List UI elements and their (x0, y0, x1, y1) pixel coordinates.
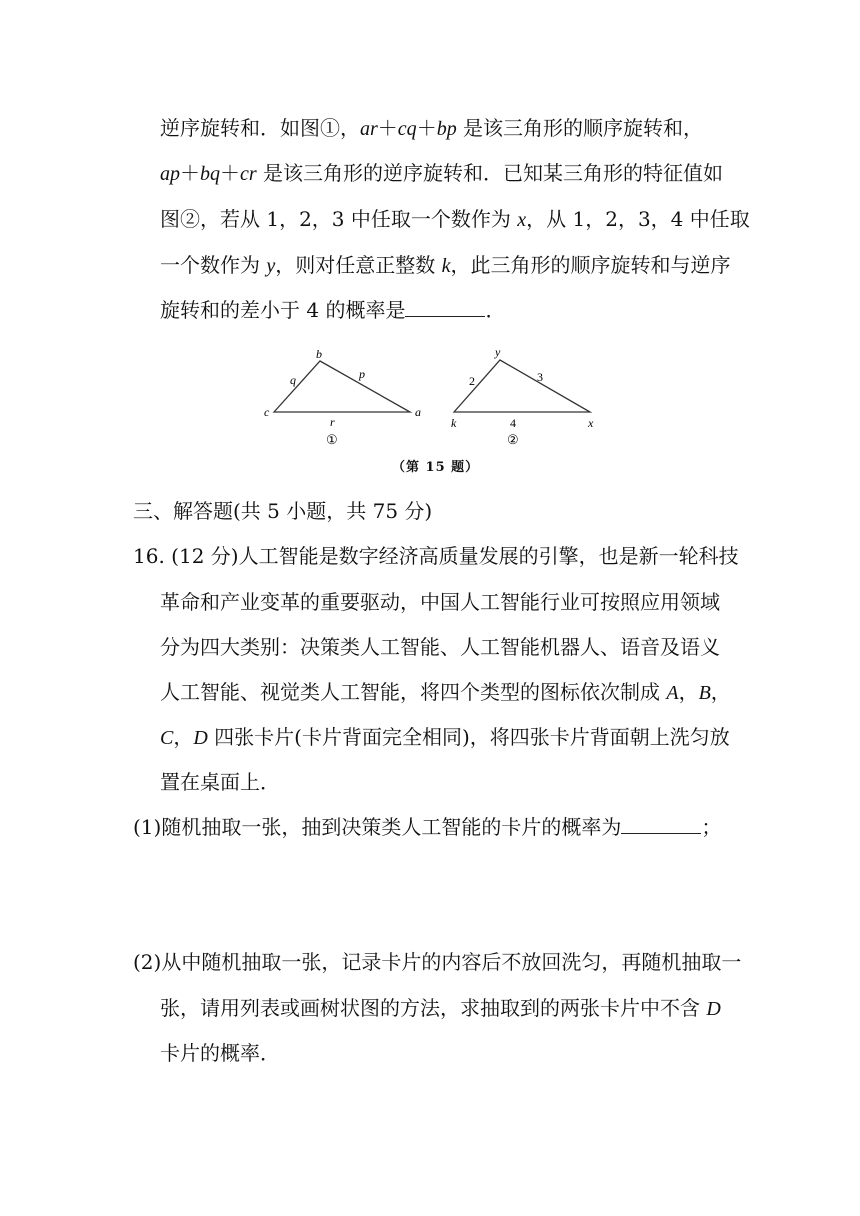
tri1-side-base: r (330, 415, 335, 429)
tri2-vertex-left: k (451, 416, 457, 430)
tri2-side-base: 4 (510, 416, 516, 430)
tri1-vertex-left: c (264, 405, 270, 419)
q16-part-2-line-1: (2)从中随机抽取一张，记录卡片的内容后不放回洗匀，再随机抽取一 (133, 950, 742, 974)
q16-line-6: 置在桌面上． (160, 770, 280, 794)
triangle-2 (451, 345, 594, 447)
q15-line-1: 逆序旋转和．如图①，ar＋cq＋bp 是该三角形的顺序旋转和， (160, 116, 704, 140)
tri2-vertex-right: x (588, 416, 594, 430)
section-title: 三、解答题(共 5 小题，共 75 分) (133, 499, 433, 523)
q16-line-5: C，D 四张卡片(卡片背面完全相同)，将四张卡片背面朝上洗匀放 (160, 725, 730, 749)
tri2-side-right: 3 (537, 370, 543, 384)
tri1-label: ① (326, 432, 338, 447)
q16-line-4: 人工智能、视觉类人工智能，将四个类型的图标依次制成 A，B， (160, 680, 731, 704)
tri1-side-right: p (359, 367, 365, 381)
tri1-vertex-right: a (415, 405, 421, 419)
tri2-label: ② (507, 432, 519, 447)
q16-line-3: 分为四大类别：决策类人工智能、人工智能机器人、语音及语义 (160, 635, 720, 659)
figure-caption: （第 15 题） (392, 460, 480, 475)
q16-part-2-line-2: 张，请用列表或画树状图的方法，求抽取到的两张卡片中不含 D (160, 996, 721, 1020)
q16-line-1: 16. (12 分)人工智能是数字经济高质量发展的引擎，也是新一轮科技 (133, 544, 739, 568)
q15-line-5: 旋转和的差小于 4 的概率是 ． (160, 298, 506, 322)
tri2-vertex-top: y (495, 345, 501, 359)
q16-part-1: (1)随机抽取一张，抽到决策类人工智能的卡片的概率为 ； (133, 815, 722, 839)
tri2-side-left: 2 (469, 374, 475, 388)
tri1-side-left: q (290, 373, 296, 387)
answer-blank-15[interactable] (405, 298, 485, 317)
triangle-1 (264, 347, 421, 447)
q15-line-4: 一个数作为 y，则对任意正整数 k，此三角形的顺序旋转和与逆序 (160, 253, 731, 277)
answer-blank-16-1[interactable] (621, 815, 701, 834)
tri1-vertex-top: b (316, 347, 322, 361)
q15-line-2: ap＋bq＋cr 是该三角形的逆序旋转和．已知某三角形的特征值如 (160, 161, 724, 185)
q16-part-2-line-3: 卡片的概率． (160, 1041, 280, 1065)
q16-line-2: 革命和产业变革的重要驱动，中国人工智能行业可按照应用领域 (160, 590, 720, 614)
q15-line-3: 图②，若从 1，2，3 中任取一个数作为 x，从 1，2，3，4 中任取 (160, 207, 750, 231)
